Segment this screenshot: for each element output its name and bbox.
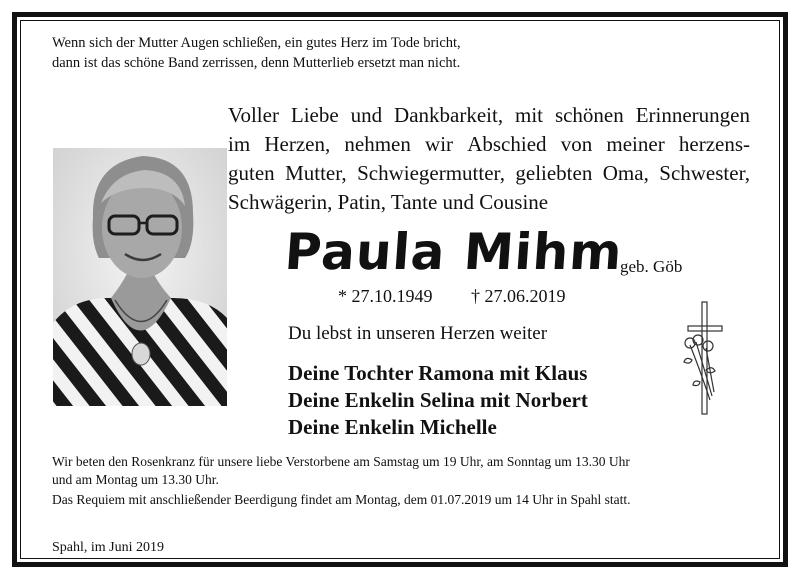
service-notice bbox=[52, 453, 752, 509]
heart-line: Du lebst in unseren Herzen weiter bbox=[288, 323, 548, 344]
mourner-entry: Deine Enkelin Selina mit Norbert bbox=[288, 388, 588, 412]
intro-line-2: im Herzen, nehmen wir Abschied von meiner herzens- bbox=[228, 132, 750, 156]
notice-line-1: Wir beten den Rosenkranz für unsere liebe Verstorbene am Samstag um 19 Uhr, am Sonntag um 13.30 Uhr bbox=[52, 454, 630, 469]
verse-line-2: dann ist das schöne Band zerrissen, denn Mutterlieb ersetzt man nicht. bbox=[52, 55, 461, 71]
verse-line-1: Wenn sich der Mutter Augen schließen, ein gutes Herz im Tode bricht, bbox=[52, 35, 461, 51]
intro-line-4: Schwägerin, Patin, Tante und Cousine bbox=[228, 190, 549, 214]
intro-text bbox=[228, 101, 750, 217]
birth-date: * 27.10.1949 bbox=[338, 286, 433, 306]
notice-line-2: und am Montag um 13.30 Uhr. bbox=[52, 472, 219, 487]
place-date: Spahl, im Juni 2019 bbox=[52, 540, 165, 555]
intro-line-3: guten Mutter, Schwiegermutter, geliebten Oma, Schwester, bbox=[228, 161, 750, 185]
mourner-entry: Deine Enkelin Michelle bbox=[288, 415, 497, 439]
deceased-name: Paula Mihm bbox=[282, 223, 625, 281]
mourners-list bbox=[288, 360, 588, 441]
mourner-entry: Deine Tochter Ramona mit Klaus bbox=[288, 361, 588, 385]
death-date: † 27.06.2019 bbox=[471, 286, 566, 306]
notice-line-3: Das Requiem mit anschließender Beerdigung findet am Montag, dem 01.07.2019 um 14 Uhr in Spahl statt. bbox=[52, 492, 631, 507]
cross-with-roses-icon bbox=[680, 300, 730, 415]
intro-line-1: Voller Liebe und Dankbarkeit, mit schönen Erinnerungen bbox=[228, 103, 750, 127]
portrait-photo bbox=[53, 148, 227, 406]
verse bbox=[52, 33, 461, 73]
maiden-name: geb. Göb bbox=[620, 257, 683, 276]
life-dates bbox=[338, 286, 566, 307]
